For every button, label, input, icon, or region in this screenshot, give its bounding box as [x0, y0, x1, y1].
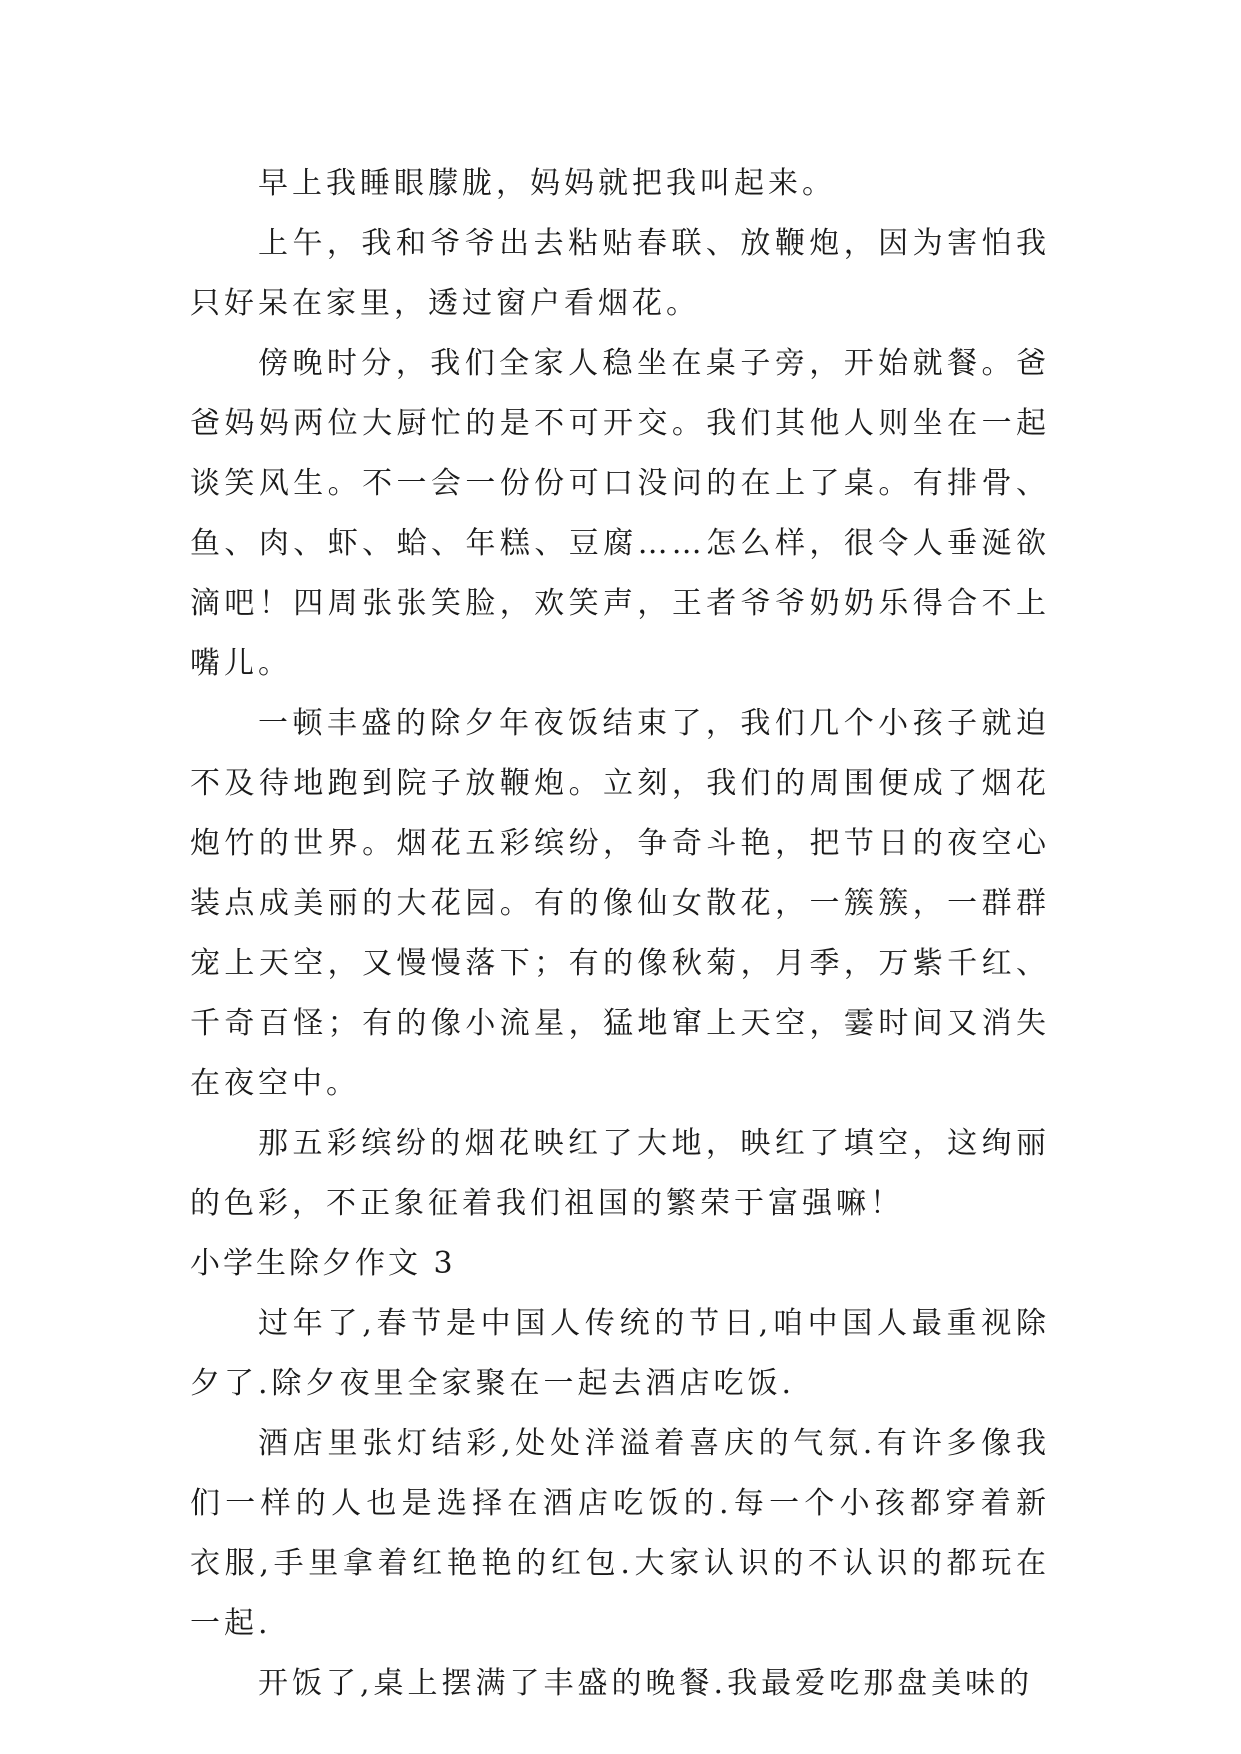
paragraph: 开饭了,桌上摆满了丰盛的晚餐.我最爱吃那盘美味的	[258, 1666, 1034, 1701]
section-title: 小学生除夕作文 3	[190, 1246, 456, 1281]
paragraph: 过年了,春节是中国人传统的节日,咱中国人最重视除夕了.除夕夜里全家聚在一起去酒店吃饭.	[190, 1306, 1050, 1401]
paragraph: 酒店里张灯结彩,处处洋溢着喜庆的气氛.有许多像我们一样的人也是选择在酒店吃饭的.每一个小孩都穿着新衣服,手里拿着红艳艳的红包.大家认识的不认识的都玩在一起.	[190, 1426, 1050, 1641]
paragraph: 傍晚时分，我们全家人稳坐在桌子旁，开始就餐。爸爸妈妈两位大厨忙的是不可开交。我们其他人则坐在一起谈笑风生。不一会一份份可口没问的在上了桌。有排骨、鱼、肉、虾、蛤、年糕、豆腐……怎么样，很令人垂涎欲滴吧！四周张张笑脸，欢笑声，王者爷爷奶奶乐得合不上嘴儿。	[190, 346, 1050, 681]
paragraph: 那五彩缤纷的烟花映红了大地，映红了填空，这绚丽的色彩，不正象征着我们祖国的繁荣于富强嘛！	[190, 1126, 1050, 1221]
document-page	[190, 154, 1050, 1714]
paragraph: 早上我睡眼朦胧，妈妈就把我叫起来。	[258, 166, 836, 201]
paragraph: 上午，我和爷爷出去粘贴春联、放鞭炮，因为害怕我只好呆在家里，透过窗户看烟花。	[190, 226, 1050, 321]
paragraph: 一顿丰盛的除夕年夜饭结束了，我们几个小孩子就迫不及待地跑到院子放鞭炮。立刻，我们的周围便成了烟花炮竹的世界。烟花五彩缤纷，争奇斗艳，把节日的夜空心装点成美丽的大花园。有的像仙女散花，一簇簇，一群群宠上天空，又慢慢落下；有的像秋菊，月季，万紫千红、千奇百怪；有的像小流星，猛地窜上天空，霎时间又消失在夜空中。	[190, 706, 1050, 1101]
